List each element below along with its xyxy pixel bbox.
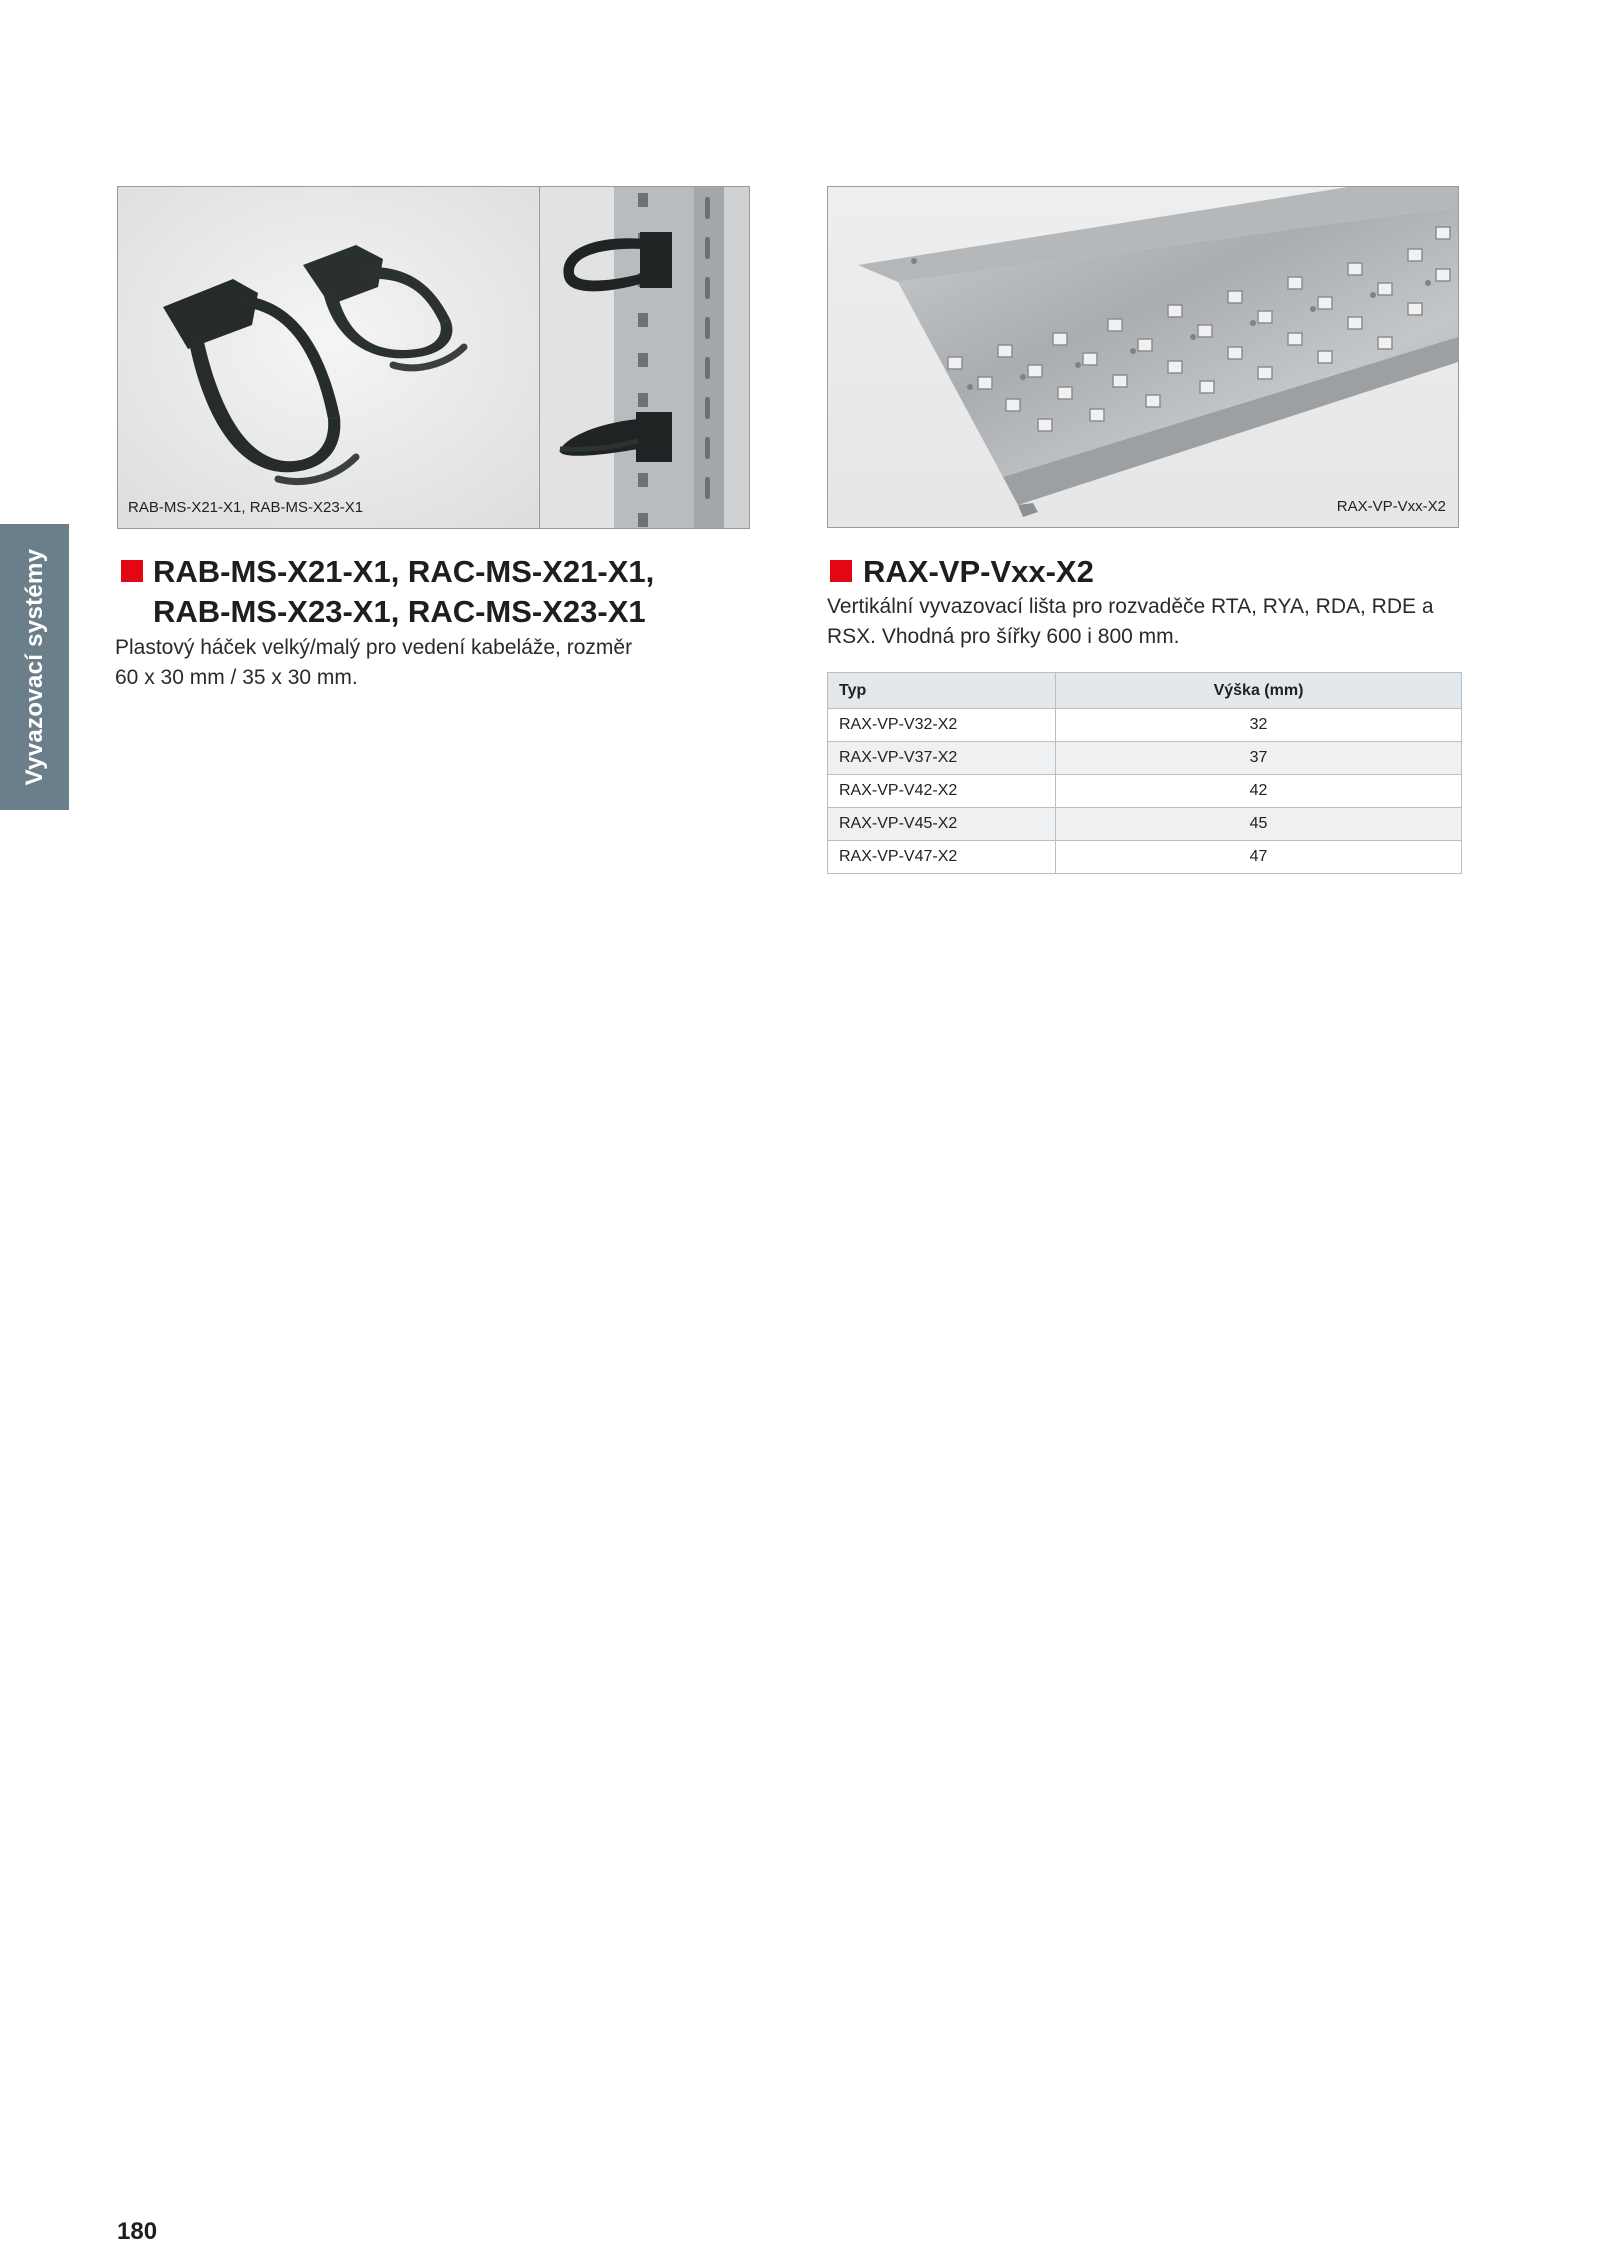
left-product-description-line1: Plastový háček velký/malý pro vedení kabeláže, rozměr [115, 636, 633, 659]
table-cell-type: RAX-VP-V42-X2 [828, 775, 1056, 808]
page-number: 180 [117, 2218, 158, 2245]
table-cell-type: RAX-VP-V45-X2 [828, 808, 1056, 841]
table-row [828, 841, 1462, 874]
table-cell-height: 32 [1056, 709, 1462, 742]
mounted-hooks-illustration [540, 187, 749, 528]
table-row [828, 742, 1462, 775]
right-product-description-line1: Vertikální vyvazovací lišta pro rozvaděče RTA, RYA, RDA, RDE a [827, 595, 1434, 618]
table-cell-type: RAX-VP-V47-X2 [828, 841, 1056, 874]
table-header-type: Typ [828, 673, 1056, 709]
table-cell-type: RAX-VP-V32-X2 [828, 709, 1056, 742]
side-section-tab [0, 524, 69, 810]
right-product-description-line2: RSX. Vhodná pro šířky 600 i 800 mm. [827, 625, 1180, 648]
mounting-rail-illustration [828, 187, 1458, 527]
table-header-row [828, 673, 1462, 709]
hooks-photo-caption: RAB-MS-X21-X1, RAB-MS-X23-X1 [128, 499, 364, 516]
accent-square-left [121, 560, 143, 582]
right-product-title: RAX-VP-Vxx-X2 [863, 554, 1094, 589]
left-product-description-line2: 60 x 30 mm / 35 x 30 mm. [115, 666, 358, 689]
table-cell-height: 45 [1056, 808, 1462, 841]
mounting-rail-photo [827, 186, 1459, 528]
left-product-title-line1: RAB-MS-X21-X1, RAC-MS-X21-X1, [153, 554, 655, 589]
table-header-height: Výška (mm) [1056, 673, 1462, 709]
hooks-product-pane [118, 187, 539, 528]
accent-square-right [830, 560, 852, 582]
table-cell-type: RAX-VP-V37-X2 [828, 742, 1056, 775]
side-section-label: Vyvazovací systémy [20, 548, 48, 786]
cable-hooks-photo [117, 186, 750, 529]
cable-hooks-illustration [118, 187, 539, 528]
left-product-title-line2: RAB-MS-X23-X1, RAC-MS-X23-X1 [153, 594, 646, 629]
table-row [828, 808, 1462, 841]
table-row [828, 775, 1462, 808]
table-cell-height: 47 [1056, 841, 1462, 874]
hooks-mounted-pane [540, 187, 749, 528]
table-cell-height: 37 [1056, 742, 1462, 775]
rail-spec-table [827, 672, 1462, 874]
table-row [828, 709, 1462, 742]
table-cell-height: 42 [1056, 775, 1462, 808]
rail-photo-caption: RAX-VP-Vxx-X2 [1336, 498, 1446, 515]
